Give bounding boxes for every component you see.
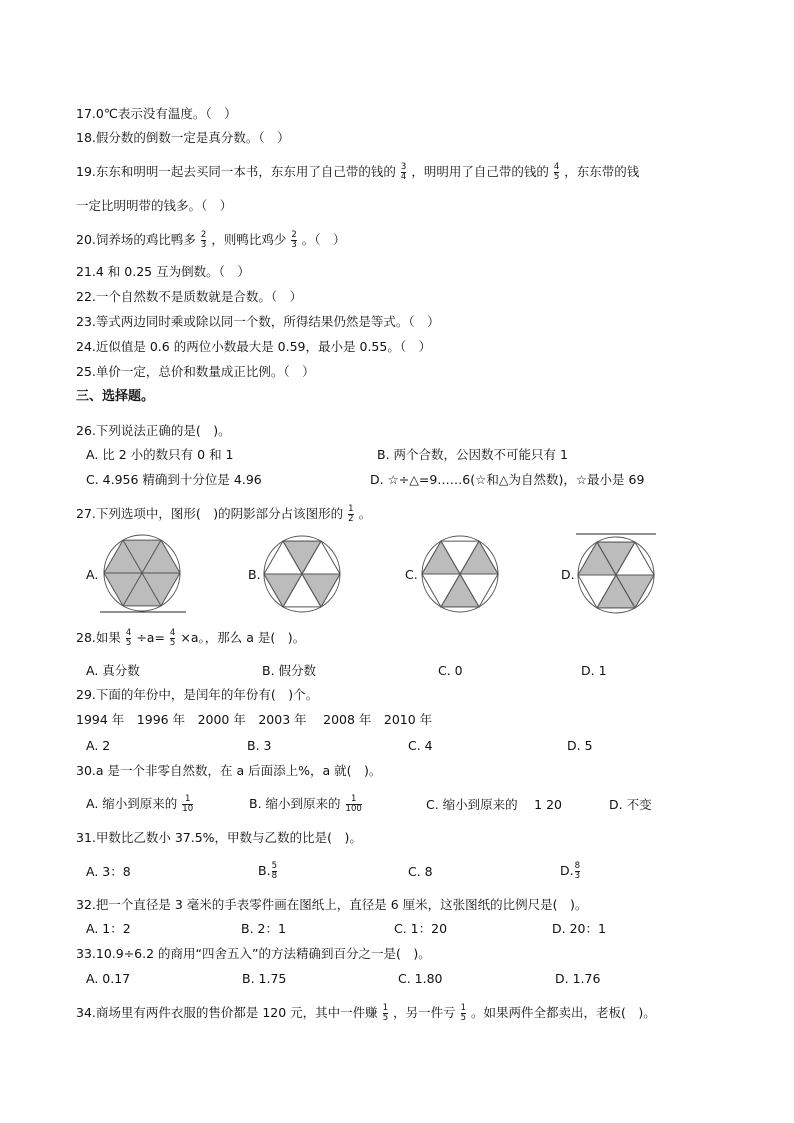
fraction: $\frac{1}{5}$	[382, 1003, 389, 1023]
question-34: 34.商场里有两件衣服的售价都是 120 元，其中一件赚 $\frac{1}{5}$ ，另一件亏 $\frac{1}{5}$ 。如果两件全都卖出，老板( )。	[76, 1003, 656, 1023]
fraction: $\frac{2}{3}$	[291, 230, 297, 250]
option-a: A. 真分数	[86, 663, 140, 678]
option-d: D. $\frac{8}{3}$	[560, 861, 581, 881]
fraction: $\frac{2}{3}$	[200, 230, 207, 250]
question-25: 25.单价一定，总价和数量成正比例。（ ）	[76, 364, 315, 379]
fraction: $\frac{1}{2}$	[348, 504, 354, 524]
fraction: $\frac{5}{8}$	[271, 861, 277, 881]
option-b: B. 2：1	[241, 921, 286, 936]
question-21: 21.4 和 0.25 互为倒数。（ ）	[76, 264, 250, 279]
option-d: D. 1.76	[555, 971, 601, 986]
option-b: B. 两个合数，公因数不可能只有 1	[377, 447, 568, 462]
question-17: 17.0℃表示没有温度。（ ）	[76, 106, 237, 121]
question-33: 33.10.9÷6.2 的商用“四舍五入”的方法精确到百分之一是( )。	[76, 946, 431, 961]
figure-label-b: B.	[248, 567, 261, 582]
question-26: 26.下列说法正确的是( )。	[76, 423, 231, 438]
option-c: C. 缩小到原来的 1 20	[426, 797, 562, 812]
fraction: $\frac{4}{5}$	[125, 628, 132, 648]
option-b: B. 假分数	[262, 663, 317, 678]
fraction: $\frac{8}{3}$	[574, 861, 581, 881]
section-heading: 三、选择题。	[76, 389, 155, 404]
option-c: C. 4.956 精确到十分位是 4.96	[86, 472, 262, 487]
fraction: $\frac{4}{5}$	[169, 628, 176, 648]
question-19-line2: 一定比明明带的钱多。（ ）	[76, 198, 233, 213]
question-31: 31.甲数比乙数小 37.5%，甲数与乙数的比是( )。	[76, 830, 362, 845]
question-27: 27.下列选项中，图形( )的阴影部分占该图形的 $\frac{1}{2}$ 。	[76, 504, 372, 524]
option-b: B. 缩小到原来的 $\frac{1}{100}$	[249, 794, 362, 814]
option-b: B. 3	[247, 738, 272, 753]
fraction: $\frac{1}{100}$	[345, 794, 362, 814]
figure-label-d: D.	[561, 567, 575, 582]
question-30: 30.a 是一个非零自然数，在 a 后面添上%，a 就( )。	[76, 763, 382, 778]
year-list: 1994 年 1996 年 2000 年 2003 年 2008 年 2010 年	[76, 712, 433, 727]
option-d: D. 5	[567, 738, 593, 753]
option-c: C. 0	[438, 663, 463, 678]
option-d: D. 不变	[609, 797, 652, 812]
option-a: A. 比 2 小的数只有 0 和 1	[86, 447, 234, 462]
option-c: C. 1.80	[398, 971, 443, 986]
option-c: C. 1：20	[394, 921, 448, 936]
figure-b	[258, 534, 346, 614]
figure-a	[96, 532, 188, 614]
fraction: $\frac{3}{4}$	[400, 162, 407, 182]
option-a: A. 缩小到原来的 $\frac{1}{10}$	[86, 794, 194, 814]
figure-c	[416, 534, 504, 614]
question-28: 28.如果 $\frac{4}{5}$ ÷a= $\frac{4}{5}$ ×a。，那么 a 是( )。	[76, 628, 306, 648]
question-24: 24.近似值是 0.6 的两位小数最大是 0.59，最小是 0.55。（ ）	[76, 339, 432, 354]
option-a: A. 2	[86, 738, 111, 753]
fraction: $\frac{1}{10}$	[182, 794, 194, 814]
question-22: 22.一个自然数不是质数就是合数。（ ）	[76, 289, 303, 304]
question-18: 18.假分数的倒数一定是真分数。（ ）	[76, 130, 290, 145]
option-a: A. 1：2	[86, 921, 131, 936]
option-b: B. $\frac{5}{8}$	[258, 861, 277, 881]
option-a: A. 3：8	[86, 864, 131, 879]
option-d: D. 20：1	[552, 921, 606, 936]
fraction: $\frac{4}{5}$	[553, 162, 560, 182]
figure-label-c: C.	[405, 567, 418, 582]
question-32: 32.把一个直径是 3 毫米的手表零件画在图纸上，直径是 6 厘米，这张图纸的比例尺是( )。	[76, 897, 588, 912]
option-d: D. ☆÷△=9……6(☆和△为自然数)，☆最小是 69	[370, 472, 645, 487]
figure-label-a: A.	[86, 567, 99, 582]
fraction: $\frac{1}{5}$	[460, 1003, 467, 1023]
option-c: C. 4	[408, 738, 433, 753]
option-d: D. 1	[581, 663, 607, 678]
figure-d	[572, 530, 660, 616]
question-29: 29.下面的年份中，是闰年的年份有( )个。	[76, 687, 319, 702]
question-23: 23.等式两边同时乘或除以同一个数，所得结果仍然是等式。（ ）	[76, 314, 440, 329]
option-a: A. 0.17	[86, 971, 131, 986]
option-c: C. 8	[408, 864, 433, 879]
option-b: B. 1.75	[242, 971, 287, 986]
question-19: 19.东东和明明一起去买同一本书，东东用了自己带的钱的 $\frac{3}{4}$ ，明明用了自己带的钱的 $\frac{4}{5}$ ，东东带的钱	[76, 162, 640, 182]
question-20: 20.饲养场的鸡比鸭多 $\frac{2}{3}$ ，则鸭比鸡少 $\frac{2}{3}$ 。（ ）	[76, 230, 346, 250]
